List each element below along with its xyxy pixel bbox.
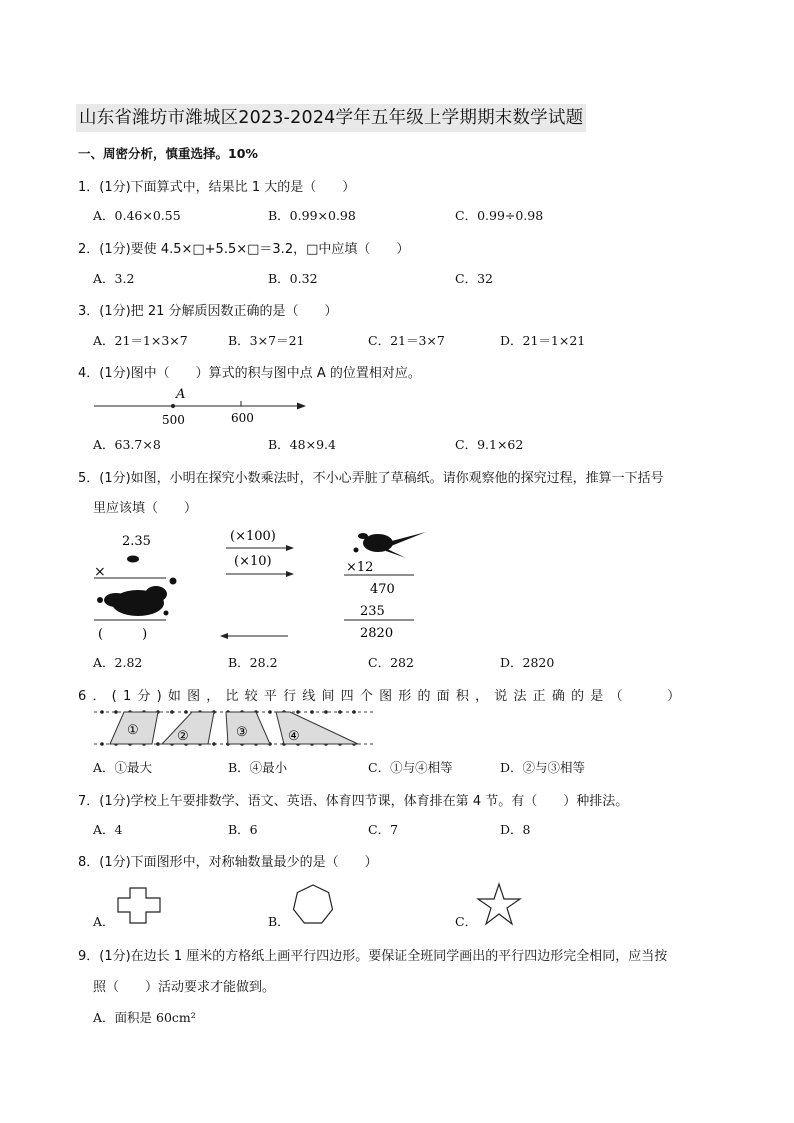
question-9-stem: 9．(1分)在边长 1 厘米的方格纸上画平行四边形。要保证全班同学画出的平行四边形完全相同，应当按: [78, 949, 668, 964]
q3-option-b[interactable]: B．3×7＝21: [228, 333, 305, 348]
fig5-result: 2820: [360, 626, 394, 641]
heptagon-shape-icon: [290, 882, 336, 928]
question-3-stem: 3．(1分)把 21 分解质因数正确的是（ ）: [78, 304, 338, 319]
q6-option-b[interactable]: B．④最小: [228, 760, 288, 775]
fig5-op-100: (×100): [230, 529, 276, 544]
q8-option-a[interactable]: A．: [93, 914, 115, 929]
multiplication-figure: [88, 520, 438, 645]
section-heading: 一、周密分析，慎重选择。10%: [78, 146, 258, 161]
question-2-stem: 2．(1分)要使 4.5×□+5.5×□＝3.2，□中应填（ ）: [78, 242, 410, 257]
point-a-label: A: [176, 387, 186, 402]
q7-option-b[interactable]: B．6: [228, 822, 258, 837]
shape-2-label: ②: [177, 729, 189, 744]
shape-1-label: ①: [127, 723, 139, 738]
ink-blot-right: [354, 532, 427, 558]
question-7-stem: 7．(1分)学校上午要排数学、语文、英语、体育四节课，体育排在第 4 节。有（ ）种排法。: [78, 794, 629, 809]
shape-3-trapezoid: [226, 712, 270, 744]
arrow-right-2-head: [286, 571, 294, 577]
cross-shape-icon: [116, 886, 164, 926]
q2-option-c[interactable]: C．32: [455, 271, 493, 286]
q5-option-a[interactable]: A．2.82: [93, 655, 143, 670]
question-5-stem: 5．(1分)如图，小明在探究小数乘法时，不小心弄脏了草稿纸。请你观察他的探究过程，推算一下括号: [78, 471, 664, 486]
question-1-stem: 1．(1分)下面算式中，结果比 1 大的是（ ）: [78, 180, 356, 195]
q9-option-a[interactable]: A．面积是 60cm²: [93, 1010, 196, 1025]
q7-option-a[interactable]: A．4: [93, 822, 123, 837]
q1-option-c[interactable]: C．0.99÷0.98: [455, 208, 544, 223]
star-shape-icon: [476, 882, 522, 926]
q6-option-a[interactable]: A．①最大: [93, 760, 153, 775]
q4-option-a[interactable]: A．63.7×8: [93, 437, 161, 452]
q7-option-d[interactable]: D．8: [500, 822, 531, 837]
question-6-stem: 6．(1分)如图，比较平行线间四个图形的面积，说法正确的是（ ）: [78, 689, 687, 704]
q5-option-b[interactable]: B．28.2: [228, 655, 278, 670]
q3-option-d[interactable]: D．21＝1×21: [500, 333, 586, 348]
q1-option-b[interactable]: B．0.99×0.98: [268, 208, 356, 223]
arrow-right-1-head: [286, 545, 294, 551]
q2-option-b[interactable]: B．0.32: [268, 271, 318, 286]
fig5-times-sign: ×: [94, 564, 106, 580]
fig5-partial-1: 470: [370, 582, 395, 597]
page-title: 山东省潍坊市潍城区2023-2024学年五年级上学期期末数学试题: [76, 104, 586, 132]
q5-option-d[interactable]: D．2820: [500, 655, 555, 670]
q3-option-c[interactable]: C．21＝3×7: [368, 333, 445, 348]
shape-4-label: ④: [288, 729, 300, 744]
q8-option-c[interactable]: C．: [455, 914, 478, 929]
fig5-op-10: (×10): [234, 554, 272, 569]
parallel-lines-figure: [90, 704, 380, 752]
q6-option-d[interactable]: D．②与③相等: [500, 760, 586, 775]
q7-option-c[interactable]: C．7: [368, 822, 399, 837]
question-4-stem: 4．(1分)图中（ ）算式的积与图中点 A 的位置相对应。: [78, 366, 421, 381]
question-9-stem-line2: 照（ ）活动要求才能做到。: [93, 980, 276, 995]
q8-option-b[interactable]: B．: [268, 914, 290, 929]
tick-label-600: 600: [231, 411, 254, 425]
question-5-stem-line2: 里应该填（ ）: [93, 501, 198, 516]
q4-option-b[interactable]: B．48×9.4: [268, 437, 336, 452]
fig5-partial-2: 235: [360, 604, 385, 619]
fig5-top-number: 2.35: [122, 534, 151, 549]
number-line-figure: [90, 384, 310, 430]
ink-blot-small: [127, 556, 139, 563]
q6-option-c[interactable]: C．①与④相等: [368, 760, 453, 775]
fig5-answer-blank: ( ): [98, 627, 148, 642]
q5-option-c[interactable]: C．282: [368, 655, 414, 670]
q4-option-c[interactable]: C．9.1×62: [455, 437, 524, 452]
q2-option-a[interactable]: A．3.2: [93, 271, 135, 286]
fig5-multiplier: ×12: [346, 560, 374, 575]
shape-3-label: ③: [236, 725, 248, 740]
ink-blot-large: [97, 578, 177, 617]
point-a-dot: [171, 404, 175, 408]
tick-label-500: 500: [162, 413, 185, 427]
number-line-arrow: [297, 403, 306, 410]
q1-option-a[interactable]: A．0.46×0.55: [93, 208, 181, 223]
q3-option-a[interactable]: A．21＝1×3×7: [93, 333, 188, 348]
question-8-stem: 8．(1分)下面图形中，对称轴数量最少的是（ ）: [78, 855, 378, 870]
arrow-left-head: [220, 633, 228, 639]
